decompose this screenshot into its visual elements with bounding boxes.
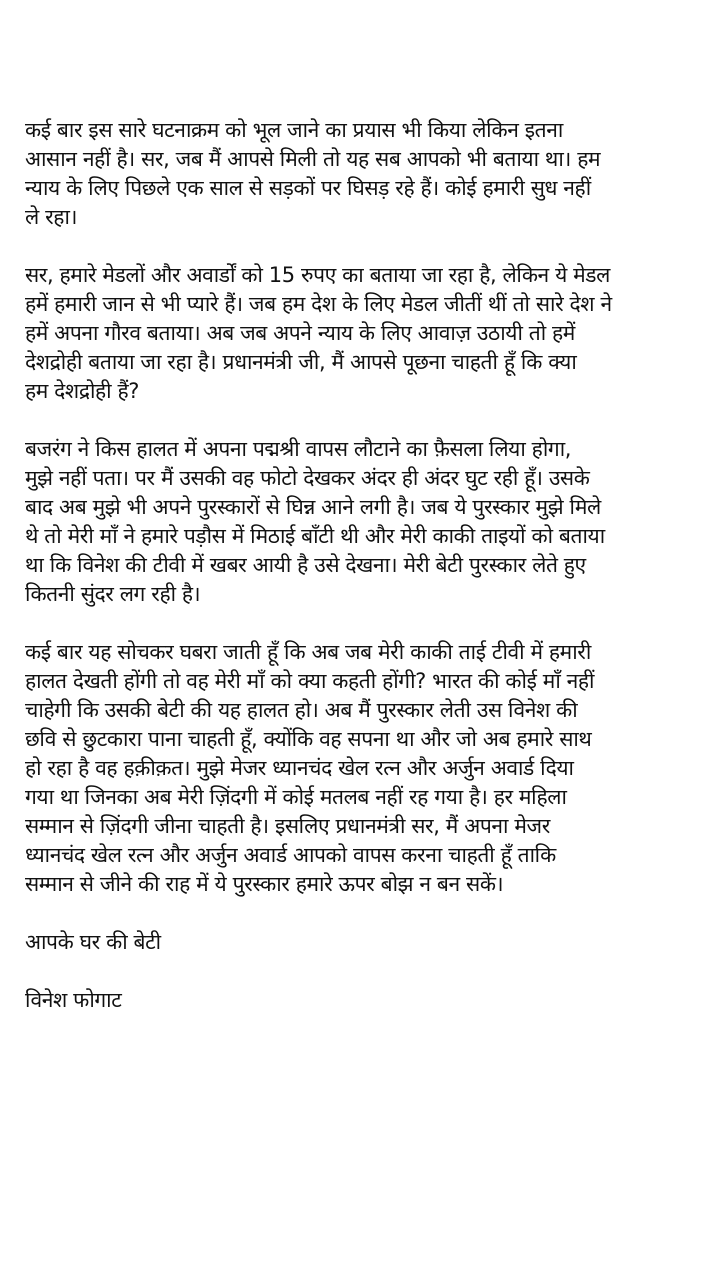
paragraph-2 — [25, 261, 705, 406]
paragraph-line: आसान नहीं है। सर, जब मैं आपसे मिली तो यह सब आपको भी बताया था। हम — [25, 147, 601, 171]
paragraph-line: हो रहा है वह हक़ीक़त। मुझे मेजर ध्यानचंद खेल रत्न और अर्जुन अवार्ड दिया — [25, 756, 574, 780]
paragraph-line: ले रहा। — [25, 205, 78, 229]
letter-signature: विनेश फोगाट — [25, 988, 122, 1012]
paragraph-line: ध्यानचंद खेल रत्न और अर्जुन अवार्ड आपको वापस करना चाहती हूँ ताकि — [25, 843, 556, 867]
paragraph-line: छवि से छुटकारा पाना चाहती हूँ, क्योंकि वह सपना था और जो अब हमारे साथ — [25, 727, 592, 751]
paragraph-line: सर, हमारे मेडलों और अवार्डों को 15 रुपए का बताया जा रहा है, लेकिन ये मेडल — [25, 263, 610, 287]
paragraph-line: सम्मान से ज़िंदगी जीना चाहती है। इसलिए प्रधानमंत्री सर, मैं अपना मेजर — [25, 814, 550, 838]
paragraph-line: थे तो मेरी माँ ने हमारे पड़ौस में मिठाई बाँटी थी और मेरी काकी ताइयों को बताया — [25, 524, 605, 548]
letter-body — [25, 116, 705, 1044]
paragraph-line: कितनी सुंदर लग रही है। — [25, 582, 201, 606]
paragraph-line: बजरंग ने किस हालत में अपना पद्मश्री वापस लौटाने का फ़ैसला लिया होगा, — [25, 437, 572, 461]
paragraph-line: मुझे नहीं पता। पर मैं उसकी वह फोटो देखकर अंदर ही अंदर घुट रही हूँ। उसके — [25, 466, 590, 490]
paragraph-line: हमें हमारी जान से भी प्यारे हैं। जब हम देश के लिए मेडल जीतीं थीं तो सारे देश ने — [25, 292, 612, 316]
paragraph-line: देशद्रोही बताया जा रहा है। प्रधानमंत्री जी, मैं आपसे पूछना चाहती हूँ कि क्या — [25, 350, 577, 374]
paragraph-line: चाहेगी कि उसकी बेटी की यह हालत हो। अब मैं पुरस्कार लेती उस विनेश की — [25, 698, 578, 722]
paragraph-line: था कि विनेश की टीवी में खबर आयी है उसे देखना। मेरी बेटी पुरस्कार लेते हुए — [25, 553, 586, 577]
paragraph-line: हमें अपना गौरव बताया। अब जब अपने न्याय के लिए आवाज़ उठायी तो हमें — [25, 321, 575, 345]
paragraph-3 — [25, 435, 705, 609]
paragraph-line: हम देशद्रोही हैं? — [25, 379, 139, 403]
paragraph-1 — [25, 116, 705, 232]
paragraph-line: गया था जिनका अब मेरी ज़िंदगी में कोई मतलब नहीं रह गया है। हर महिला — [25, 785, 567, 809]
paragraph-line: बाद अब मुझे भी अपने पुरस्कारों से घिन्न आने लगी है। जब ये पुरस्कार मुझे मिले — [25, 495, 601, 519]
letter-closing: आपके घर की बेटी — [25, 930, 161, 954]
paragraph-line: कई बार यह सोचकर घबरा जाती हूँ कि अब जब मेरी काकी ताई टीवी में हमारी — [25, 640, 591, 664]
paragraph-4 — [25, 638, 705, 899]
paragraph-line: हालत देखती होंगी तो वह मेरी माँ को क्या कहती होंगी? भारत की कोई माँ नहीं — [25, 669, 595, 693]
paragraph-line: सम्मान से जीने की राह में ये पुरस्कार हमारे ऊपर बोझ न बन सकें। — [25, 872, 504, 896]
paragraph-line: न्याय के लिए पिछले एक साल से सड़कों पर घिसड़ रहे हैं। कोई हमारी सुध नहीं — [25, 176, 591, 200]
paragraph-line: कई बार इस सारे घटनाक्रम को भूल जाने का प्रयास भी किया लेकिन इतना — [25, 118, 563, 142]
